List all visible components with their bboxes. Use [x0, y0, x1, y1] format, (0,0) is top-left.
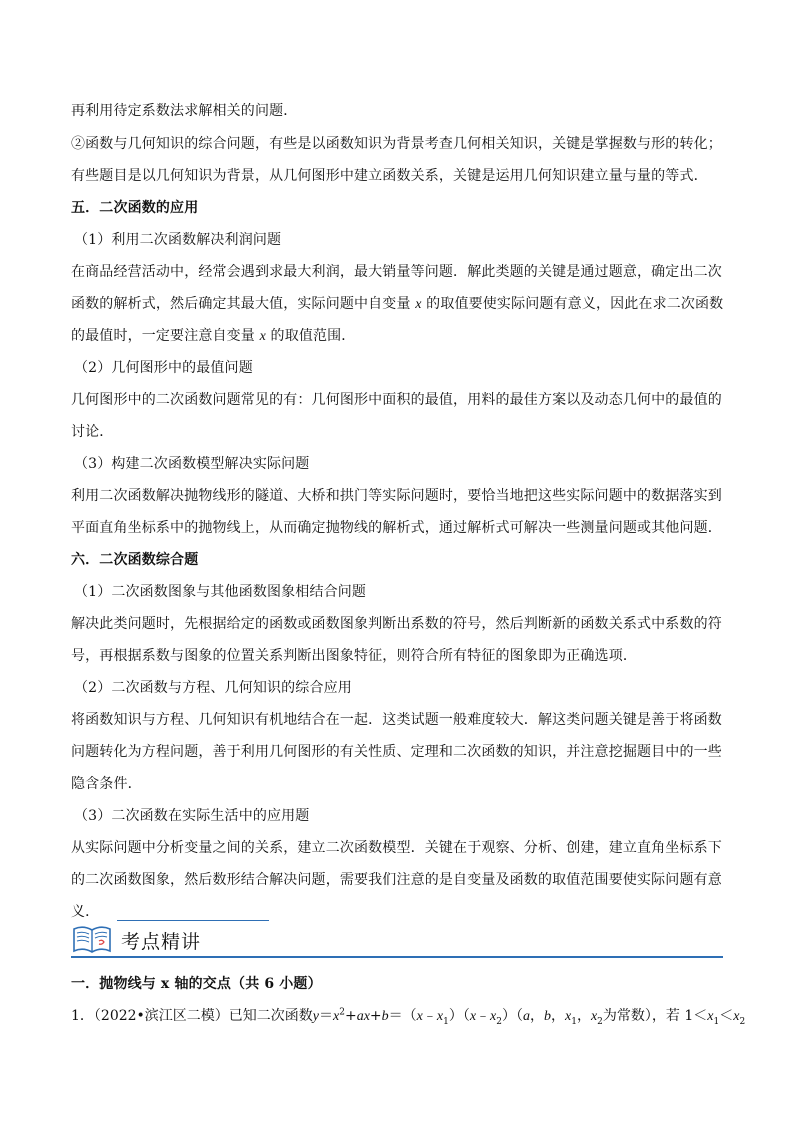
section-banner [71, 915, 723, 959]
paragraph-line: 的二次函数图象，然后数形结合解决问题，需要我们注意的是自变量及函数的取值范围要使实际问题有意 [71, 872, 722, 888]
math-superscript: 2 [339, 1007, 345, 1018]
question-prefix: 1．（2022•滨江区二模）已知二次函数 [71, 1008, 313, 1024]
paragraph-line: 将函数知识与方程、几何知识有机地结合在一起．这类试题一般难度较大．解这类问题关键是善于将函数 [71, 712, 722, 728]
subsection-heading: （3）构建二次函数模型解决实际问题 [74, 456, 310, 472]
math-variable: x [707, 1009, 714, 1024]
paragraph-line: 有些题目是以几何知识为背景，从几何图形中建立函数关系，关键是运用几何知识建立量与量的等式． [71, 168, 708, 184]
math-variable: x [416, 1009, 423, 1024]
math-subscript: 2 [597, 1016, 603, 1027]
paragraph-line: ②函数与几何知识的综合问题，有些是以函数知识为背景考查几何相关知识，关键是掌握数与形的转化； [71, 136, 722, 152]
banner-rule [71, 956, 723, 958]
math-variable: x [565, 1009, 572, 1024]
subsection-heading: （2）二次函数与方程、几何知识的综合应用 [74, 680, 352, 696]
banner-title: 考点精讲 [121, 931, 202, 953]
question-section-title: 一．抛物线与 x 轴的交点（共 6 小题） [71, 976, 322, 992]
paragraph-line: 再利用待定系数法求解相关的问题． [71, 103, 298, 119]
math-subscript: 2 [496, 1016, 502, 1027]
paragraph-line: 问题转化为方程问题，善于利用几何图形的有关性质、定理和二次函数的知识，并注意挖掘题目中的一些 [71, 744, 722, 760]
paragraph-line [71, 294, 731, 315]
math-operator: + [344, 1008, 357, 1024]
text-run: 的最值时，一定要注意自变量 [71, 328, 260, 344]
math-operator: ＜ [719, 1008, 734, 1024]
question-1 [71, 1006, 746, 1027]
math-subscript: 1 [713, 1016, 720, 1027]
math-variable: y [312, 1009, 320, 1024]
math-variable: x [436, 1009, 444, 1024]
math-variable: x [333, 1009, 340, 1024]
subsection-heading: （1）利用二次函数解决利润问题 [74, 232, 282, 248]
paragraph-line: 平面直角坐标系中的抛物线上，从而确定抛物线的解析式，通过解析式可解决一些测量问题或其他问题． [71, 520, 722, 536]
math-variable: b [544, 1009, 551, 1024]
book-icon [71, 921, 113, 955]
text-run: 的取值范围． [265, 328, 356, 344]
subsection-heading: （1）二次函数图象与其他函数图象相结合问题 [74, 584, 367, 600]
paragraph-line: 义． [71, 904, 100, 920]
math-operator: + [369, 1008, 382, 1024]
math-variable: x [490, 1009, 497, 1024]
paragraph-line: 解决此类问题时，先根据给定的函数或函数图象判断出系数的符号，然后判断新的函数关系式中系数的符 [71, 616, 722, 632]
paragraph-line: 号，再根据系数与图象的位置关系判断出图象特征，则符合所有特征的图象即为正确选项． [71, 648, 637, 664]
math-subscript: 2 [739, 1016, 746, 1027]
math-variable: a [523, 1009, 530, 1024]
math-variable: x [733, 1009, 740, 1024]
text-run: 函数的解析式，然后确定其最大值，实际问题中自变量 [71, 296, 416, 312]
math-subscript: 1 [571, 1016, 577, 1027]
text-run: 为常数），若 1＜ [602, 1008, 708, 1024]
math-operator: ， [530, 1008, 544, 1024]
math-subscript: 1 [443, 1016, 449, 1027]
paragraph-line: 在商品经营活动中，经常会遇到求最大利润，最大销量等问题．解此类题的关键是通过题意，确定出二次 [71, 264, 722, 280]
math-operator: ， [551, 1008, 565, 1024]
subsection-heading: （2）几何图形中的最值问题 [74, 360, 253, 376]
paragraph-line: 几何图形中的二次函数问题常见的有：几何图形中面积的最值，用料的最佳方案以及动态几何中的最值的 [71, 392, 722, 408]
math-operator: ﹣ [476, 1008, 491, 1024]
math-variable: b [381, 1009, 389, 1024]
math-operator: ， [576, 1008, 591, 1024]
math-variable: x [590, 1009, 598, 1024]
text-run: 的取值要使实际问题有意义，因此在求二次函数 [421, 296, 724, 312]
paragraph-line: 从实际问题中分析变量之间的关系，建立二次函数模型．关键在于观察、分析、创建，建立直角坐标系下 [71, 840, 722, 856]
paragraph-line [71, 326, 731, 347]
paragraph-line: 利用二次函数解决抛物线形的隧道、大桥和拱门等实际问题时，要恰当地把这些实际问题中的数据落实到 [71, 488, 722, 504]
paragraph-line: 隐含条件． [71, 776, 142, 792]
math-operator: ﹣ [422, 1008, 437, 1024]
math-operator: ＝（ [388, 1008, 417, 1024]
math-variable: ax [356, 1009, 370, 1024]
math-operator: ）（ [448, 1008, 470, 1024]
paragraph-line: 讨论． [71, 424, 114, 440]
math-variable: x [415, 297, 422, 312]
section-heading: 五．二次函数的应用 [71, 200, 199, 216]
math-operator: ）（ [502, 1008, 523, 1024]
section-heading: 六．二次函数综合题 [71, 552, 199, 568]
subsection-heading: （3）二次函数在实际生活中的应用题 [74, 808, 310, 824]
math-variable: x [259, 329, 266, 344]
banner-top-rule [117, 920, 269, 921]
math-operator: ＝ [319, 1008, 334, 1024]
math-variable: x [469, 1009, 477, 1024]
